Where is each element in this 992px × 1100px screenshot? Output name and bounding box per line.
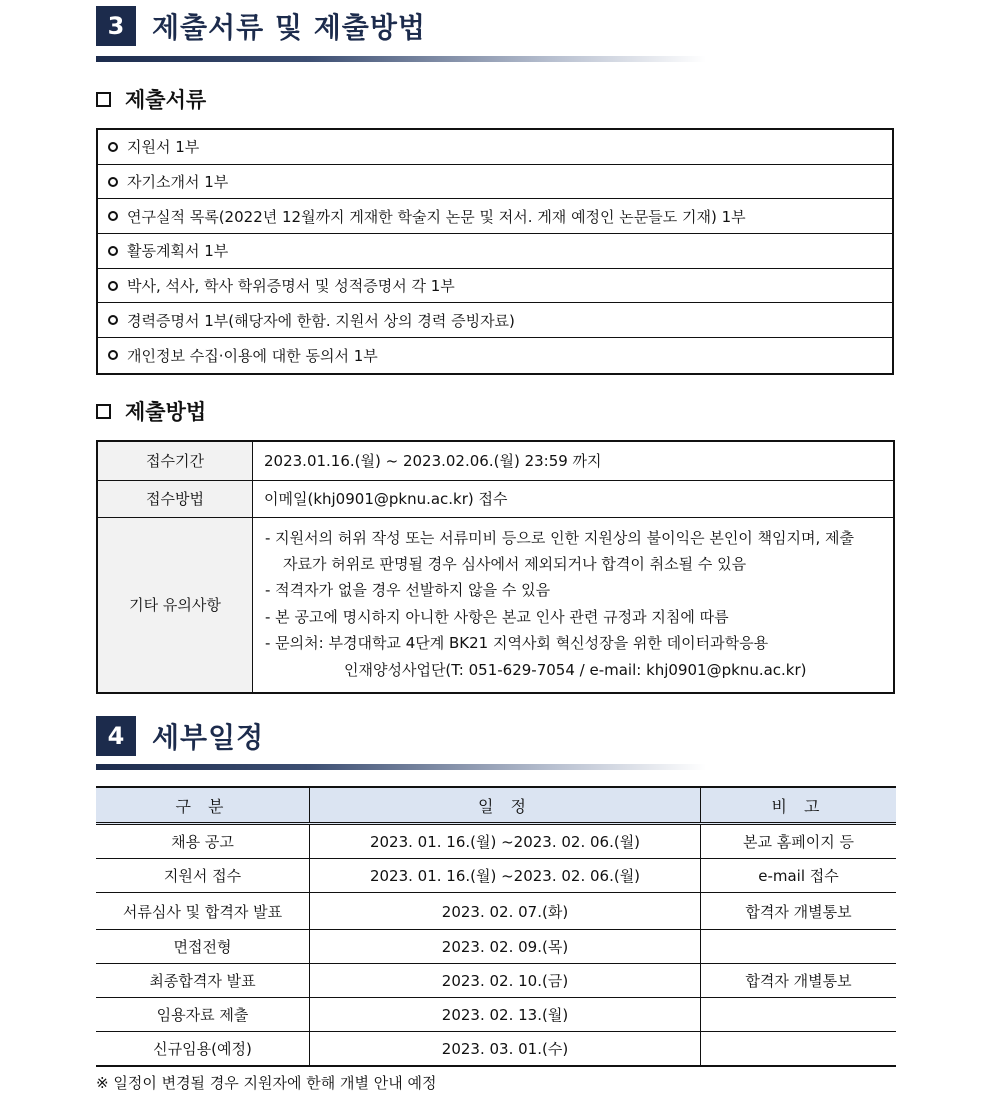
table-row <box>97 441 894 480</box>
document-item-text: 지원서 1부 <box>127 138 200 157</box>
circle-bullet-icon <box>108 350 118 360</box>
note-line: - 적격자가 없을 경우 선발하지 않을 수 있음 <box>265 581 551 600</box>
table-row <box>97 480 894 517</box>
schedule-item: 채용 공고 <box>96 824 310 859</box>
document-item-text: 경력증명서 1부(해당자에 한함. 지원서 상의 경력 증빙자료) <box>127 311 515 330</box>
schedule-date: 2023. 03. 01.(수) <box>310 1032 701 1067</box>
circle-bullet-icon <box>108 315 118 325</box>
circle-bullet-icon <box>108 246 118 256</box>
documents-list <box>96 128 894 375</box>
list-item <box>98 234 892 269</box>
note-line: - 문의처: 부경대학교 4단계 BK21 지역사회 혁신성장을 위한 데이터과학응용 <box>265 634 769 653</box>
section-4-header <box>96 716 264 756</box>
list-item <box>98 269 892 304</box>
schedule-table <box>96 786 896 1067</box>
schedule-date: 2023. 01. 16.(월) ~2023. 02. 06.(월) <box>310 824 701 859</box>
section-number-badge: 4 <box>96 716 136 756</box>
list-item <box>98 165 892 200</box>
schedule-note: 합격자 개별통보 <box>701 964 897 998</box>
document-item-text: 박사, 석사, 학사 학위증명서 및 성적증명서 각 1부 <box>127 277 455 296</box>
table-row <box>96 893 896 930</box>
list-item <box>98 303 892 338</box>
section-title: 제출서류 및 제출방법 <box>152 11 426 44</box>
notes-label: 기타 유의사항 <box>97 517 253 693</box>
method-label: 접수방법 <box>97 480 253 517</box>
table-row <box>96 824 896 859</box>
schedule-note: 합격자 개별통보 <box>701 893 897 930</box>
document-item-text: 연구실적 목록(2022년 12월까지 게재한 학술지 논문 및 저서. 게재 예정인 논문들도 기재) 1부 <box>127 207 746 226</box>
document-item-text: 개인정보 수집·이용에 대한 동의서 1부 <box>127 346 378 365</box>
circle-bullet-icon <box>108 177 118 187</box>
schedule-date: 2023. 01. 16.(월) ~2023. 02. 06.(월) <box>310 859 701 893</box>
table-row <box>96 998 896 1032</box>
table-row <box>96 930 896 964</box>
schedule-item: 지원서 접수 <box>96 859 310 893</box>
note-line: 인재양성사업단(T: 051-629-7054 / e-mail: khj0901@pknu.ac.kr) <box>344 660 807 679</box>
period-value: 2023.01.16.(월) ~ 2023.02.06.(월) 23:59 까지 <box>253 441 895 480</box>
circle-bullet-icon <box>108 281 118 291</box>
submission-method-table <box>96 440 895 694</box>
list-item <box>98 338 892 373</box>
schedule-item: 신규임용(예정) <box>96 1032 310 1067</box>
subheading-label: 제출서류 <box>125 88 207 112</box>
table-header-row <box>96 787 896 824</box>
schedule-note <box>701 1032 897 1067</box>
schedule-note: e-mail 접수 <box>701 859 897 893</box>
list-item <box>98 199 892 234</box>
column-header: 일 정 <box>310 787 701 824</box>
table-row <box>96 964 896 998</box>
subheading-documents <box>96 84 206 114</box>
table-row <box>96 859 896 893</box>
checkbox-square-icon <box>96 92 111 107</box>
subheading-label: 제출방법 <box>125 400 207 424</box>
checkbox-square-icon <box>96 404 111 419</box>
section-divider <box>96 56 706 62</box>
note-line: - 지원서의 허위 작성 또는 서류미비 등으로 인한 지원상의 불이익은 본인이 책임지며, 제출 <box>265 528 855 547</box>
column-header: 구 분 <box>96 787 310 824</box>
table-row <box>97 517 894 693</box>
schedule-date: 2023. 02. 07.(화) <box>310 893 701 930</box>
circle-bullet-icon <box>108 142 118 152</box>
list-item <box>98 130 892 165</box>
section-divider <box>96 764 706 770</box>
section-3-header <box>96 6 426 46</box>
subheading-method <box>96 396 206 426</box>
period-label: 접수기간 <box>97 441 253 480</box>
schedule-item: 최종합격자 발표 <box>96 964 310 998</box>
schedule-date: 2023. 02. 10.(금) <box>310 964 701 998</box>
schedule-date: 2023. 02. 13.(월) <box>310 998 701 1032</box>
schedule-item: 임용자료 제출 <box>96 998 310 1032</box>
document-item-text: 활동계획서 1부 <box>127 242 229 261</box>
notes-cell <box>253 517 895 693</box>
note-line: - 본 공고에 명시하지 아니한 사항은 본교 인사 관련 규정과 지침에 따름 <box>265 607 729 626</box>
column-header: 비 고 <box>701 787 897 824</box>
schedule-note: 본교 홈페이지 등 <box>701 824 897 859</box>
table-row <box>96 1032 896 1067</box>
schedule-item: 서류심사 및 합격자 발표 <box>96 893 310 930</box>
schedule-date: 2023. 02. 09.(목) <box>310 930 701 964</box>
section-title: 세부일정 <box>152 721 265 754</box>
circle-bullet-icon <box>108 211 118 221</box>
schedule-item: 면접전형 <box>96 930 310 964</box>
schedule-note <box>701 998 897 1032</box>
note-line: 자료가 허위로 판명될 경우 심사에서 제외되거나 합격이 취소될 수 있음 <box>283 554 747 573</box>
document-item-text: 자기소개서 1부 <box>127 173 229 192</box>
method-value: 이메일(khj0901@pknu.ac.kr) 접수 <box>253 480 895 517</box>
section-number-badge: 3 <box>96 6 136 46</box>
schedule-footnote: ※ 일정이 변경될 경우 지원자에 한해 개별 안내 예정 <box>96 1074 437 1092</box>
schedule-note <box>701 930 897 964</box>
